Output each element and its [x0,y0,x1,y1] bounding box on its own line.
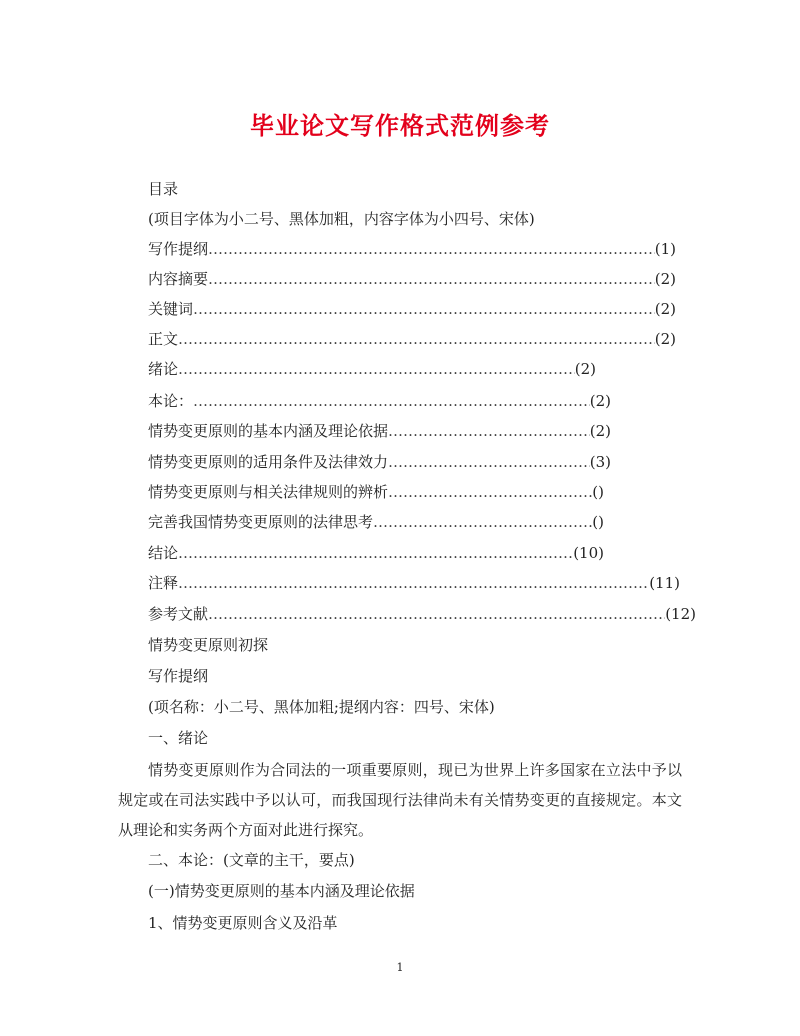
toc-entry-label: 写作提纲 [148,240,209,258]
toc-entry-label: 情势变更原则与相关法律规则的辨析 [148,483,389,501]
toc-entry-label: 本论： [148,392,194,410]
paper-title: 情势变更原则初探 [148,636,269,654]
toc-entry [148,603,696,625]
toc-dot-leader [178,328,655,350]
item-heading: 1、情势变更原则含义及沿革 [148,914,338,932]
toc-dot-leader [193,390,590,412]
toc-entry [148,390,611,412]
toc-entry-page: () [592,513,604,531]
toc-entry [148,328,676,350]
toc-dot-leader [208,238,655,260]
toc-dot-leader [193,298,655,320]
toc-entry-page: (2) [654,330,676,348]
toc-entry [148,268,676,290]
toc-entry-label: 情势变更原则的基本内涵及理论依据 [148,422,389,440]
toc-entry-label: 正文 [148,330,179,348]
toc-entry-page: (2) [654,270,676,288]
toc-entry-page: (2) [654,300,676,318]
toc-entry-page: (12) [665,605,696,623]
toc-dot-leader [373,511,592,533]
toc-heading: 目录 [148,180,179,198]
toc-entry-page: (2) [589,392,611,410]
body-paragraph: 情势变更原则作为合同法的一项重要原则，现已为世界上许多国家在立法中予以规定或在司法实践中予以认可，而我国现行法律尚未有关情势变更的直接规定。本文从理论和实务两个方面对此进行探究。 [118,761,682,839]
toc-entry-page: () [592,483,604,501]
toc-entry-label: 参考文献 [148,605,209,623]
toc-entry-label: 注释 [148,574,179,592]
toc-dot-leader [208,603,665,625]
subsection-heading: (一)情势变更原则的基本内涵及理论依据 [148,882,415,900]
section-heading: 二、本论：(文章的主干，要点) [148,851,355,869]
toc-entry-label: 结论 [148,544,179,562]
toc-entry [148,298,676,320]
toc-dot-leader [388,420,590,442]
section-heading: 一、绪论 [148,729,209,747]
toc-entry-page: (2) [574,360,596,378]
toc-entry-label: 情势变更原则的适用条件及法律效力 [148,453,389,471]
toc-entry [148,572,680,594]
toc-entry [148,481,604,503]
toc-entry-label: 关键词 [148,300,194,318]
toc-entry-page: (2) [589,422,611,440]
toc-entry-page: (1) [654,240,676,258]
toc-dot-leader [388,481,592,503]
toc-entry [148,420,611,442]
toc-dot-leader [208,268,655,290]
outline-heading: 写作提纲 [148,667,209,685]
toc-entry [148,542,604,564]
toc-dot-leader [178,358,575,380]
toc-entry-label: 内容摘要 [148,270,209,288]
toc-entry-page: (10) [573,544,604,562]
toc-entry [148,358,596,380]
toc-entry-page: (11) [649,574,680,592]
toc-entry [148,238,676,260]
toc-entry-label: 绪论 [148,360,179,378]
toc-format-note: (项目字体为小二号、黑体加粗，内容字体为小四号、宋体) [148,210,535,228]
toc-dot-leader [178,572,649,594]
toc-dot-leader [388,451,590,473]
document-title: 毕业论文写作格式范例参考 [250,111,550,140]
outline-format-note: (项名称：小二号、黑体加粗;提纲内容：四号、宋体) [148,698,495,716]
toc-entry [148,451,611,473]
toc-entry [148,511,604,533]
toc-dot-leader [178,542,573,564]
page-number: 1 [396,961,404,974]
toc-entry-label: 完善我国情势变更原则的法律思考 [148,513,374,531]
toc-entry-page: (3) [589,453,611,471]
